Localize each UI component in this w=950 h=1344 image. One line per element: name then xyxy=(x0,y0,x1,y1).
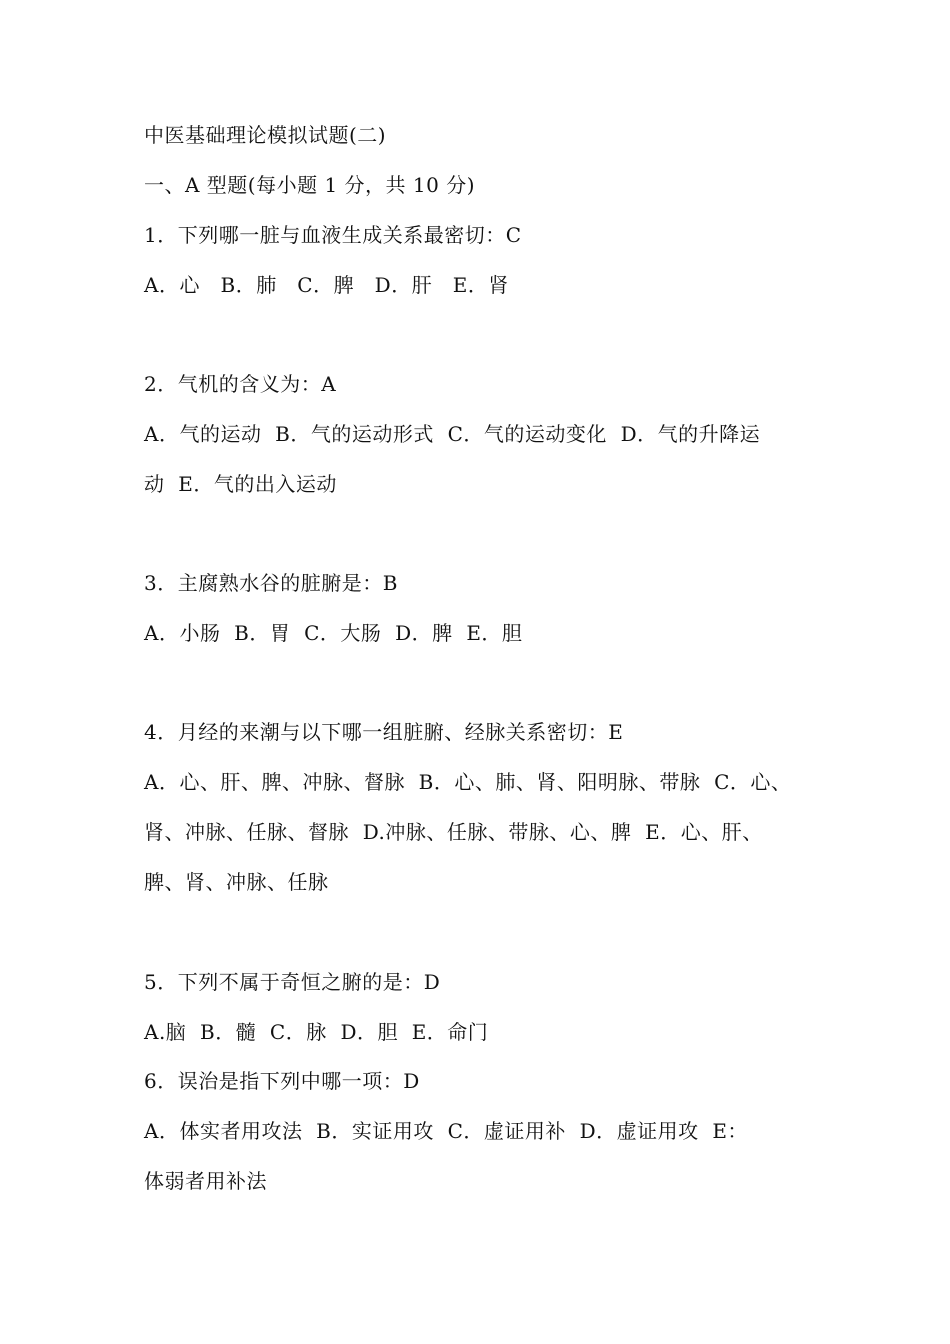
question-1-stem: 1．下列哪一脏与血液生成关系最密切：C xyxy=(144,223,522,247)
question-2-options-cont: 动 E．气的出入运动 xyxy=(144,472,337,496)
question-3-options: A．小肠 B．胃 C．大肠 D．脾 E．胆 xyxy=(144,621,523,645)
question-2-stem: 2．气机的含义为：A xyxy=(144,372,337,396)
question-5-options: A.脑 B．髓 C．脉 D．胆 E．命门 xyxy=(144,1020,489,1044)
question-2-options: A．气的运动 B．气的运动形式 C．气的运动变化 D．气的升降运 xyxy=(144,422,761,446)
question-4-options-cont: 肾、冲脉、任脉、督脉 D.冲脉、任脉、带脉、心、脾 E．心、肝、 xyxy=(144,820,763,844)
question-6-stem: 6．误治是指下列中哪一项：D xyxy=(144,1069,420,1093)
section-heading: 一、A 型题(每小题 1 分，共 10 分) xyxy=(144,173,476,197)
question-4-options: A．心、肝、脾、冲脉、督脉 B．心、肺、肾、阳明脉、带脉 C．心、 xyxy=(144,770,792,794)
question-4-stem: 4．月经的来潮与以下哪一组脏腑、经脉关系密切：E xyxy=(144,720,624,744)
question-3-stem: 3．主腐熟水谷的脏腑是：B xyxy=(144,571,398,595)
question-1-options: A．心 B．肺 C．脾 D．肝 E．肾 xyxy=(144,273,509,297)
question-4-options-cont2: 脾、肾、冲脉、任脉 xyxy=(144,870,329,894)
question-6-options-cont: 体弱者用补法 xyxy=(144,1169,267,1193)
question-5-stem: 5．下列不属于奇恒之腑的是：D xyxy=(144,970,441,994)
question-6-options: A．体实者用攻法 B．实证用攻 C．虚证用补 D．虚证用攻 E： xyxy=(144,1119,748,1143)
document-title: 中医基础理论模拟试题(二) xyxy=(144,123,387,147)
